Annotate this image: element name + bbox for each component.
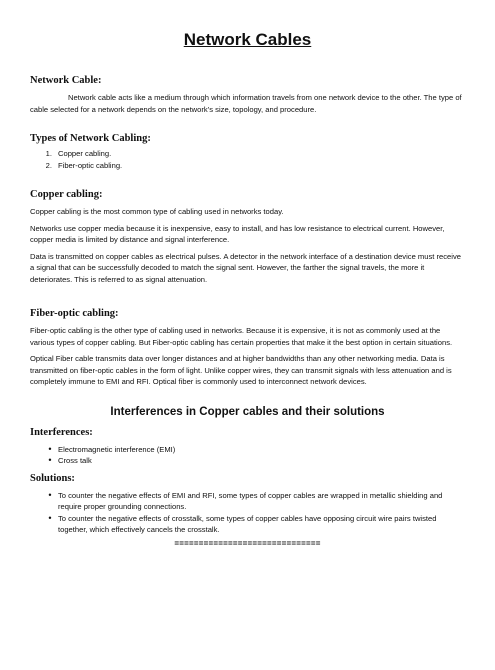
list-text: To counter the negative effects of EMI and RFI, some types of copper cables are wrapped in metallic shielding and require proper grounding connections. bbox=[58, 490, 443, 511]
list-item bbox=[30, 490, 465, 513]
solutions-list bbox=[30, 490, 465, 536]
interferences-heading: Interferences: bbox=[30, 426, 93, 438]
list-item bbox=[30, 160, 465, 172]
list-item bbox=[30, 455, 465, 467]
page-title: Network Cables bbox=[183, 30, 312, 49]
list-text: Cross talk bbox=[58, 456, 92, 465]
types-list bbox=[30, 148, 465, 171]
list-text: Electromagnetic interference (EMI) bbox=[58, 444, 176, 454]
interferences-list bbox=[30, 444, 465, 467]
fiber-heading: Fiber-optic cabling: bbox=[30, 308, 119, 319]
list-text: To counter the negative effects of crosstalk, some types of copper cables have opposing circuit wire pairs twisted together, which effectively cancels the crosstalk. bbox=[58, 513, 437, 534]
bullet-icon: • bbox=[48, 512, 52, 523]
copper-paragraph-1: Copper cabling is the most common type of cabling used in networks today. bbox=[30, 207, 284, 216]
bullet-icon: • bbox=[48, 455, 52, 465]
list-text: Fiber-optic cabling. bbox=[58, 160, 123, 170]
copper-heading: Copper cabling: bbox=[30, 189, 103, 200]
solutions-heading: Solutions: bbox=[30, 472, 75, 484]
separator-line: ============================== bbox=[174, 538, 321, 548]
bullet-icon: • bbox=[48, 489, 52, 500]
copper-paragraph-3: Data is transmitted on copper cables as electrical pulses. A detector in the network interface of a destination device must receive a signal that can be successfully decoded to match the signal sent. However, the farther the signal travels, the more it deteriorates. This is referred to as signal attenuation. bbox=[30, 251, 461, 284]
list-item bbox=[30, 513, 465, 536]
copper-paragraph-2: Networks use copper media because it is inexpensive, easy to install, and has low resistance to electrical current. However, copper media is limited by distance and signal interference. bbox=[30, 223, 445, 244]
types-heading: Types of Network Cabling: bbox=[30, 133, 151, 144]
list-number: 2. bbox=[45, 160, 52, 170]
list-item bbox=[30, 444, 465, 456]
document-page bbox=[0, 30, 495, 670]
bullet-icon: • bbox=[48, 443, 52, 454]
network-cable-paragraph: Network cable acts like a medium through which information travels from one network device to the other. The type of cable selected for a network depends on the network’s size, topology, and procedure. bbox=[30, 93, 462, 114]
list-text: Copper cabling. bbox=[58, 149, 112, 158]
list-item bbox=[30, 148, 465, 160]
interferences-section-heading: Interferences in Copper cables and their solutions bbox=[110, 405, 385, 418]
fiber-paragraph-1: Fiber-optic cabling is the other type of cabling used in networks. Because it is expensive, it is not as commonly used at the various types of copper cabling. But Fiber-optic cabling has certain properties that make it the best option in certain situations. bbox=[30, 326, 453, 347]
fiber-paragraph-2: Optical Fiber cable transmits data over longer distances and at higher bandwidths than any other networking media. Data is transmitted on fiber-optic cables in the form of light. Unlike copper wires, they can transmit signals with less attenuation and is completely immune to EMI and RFI. Optical fiber is commonly used to interconnect network devices. bbox=[30, 354, 452, 386]
network-cable-heading: Network Cable: bbox=[30, 75, 102, 86]
list-number: 1. bbox=[45, 149, 52, 158]
